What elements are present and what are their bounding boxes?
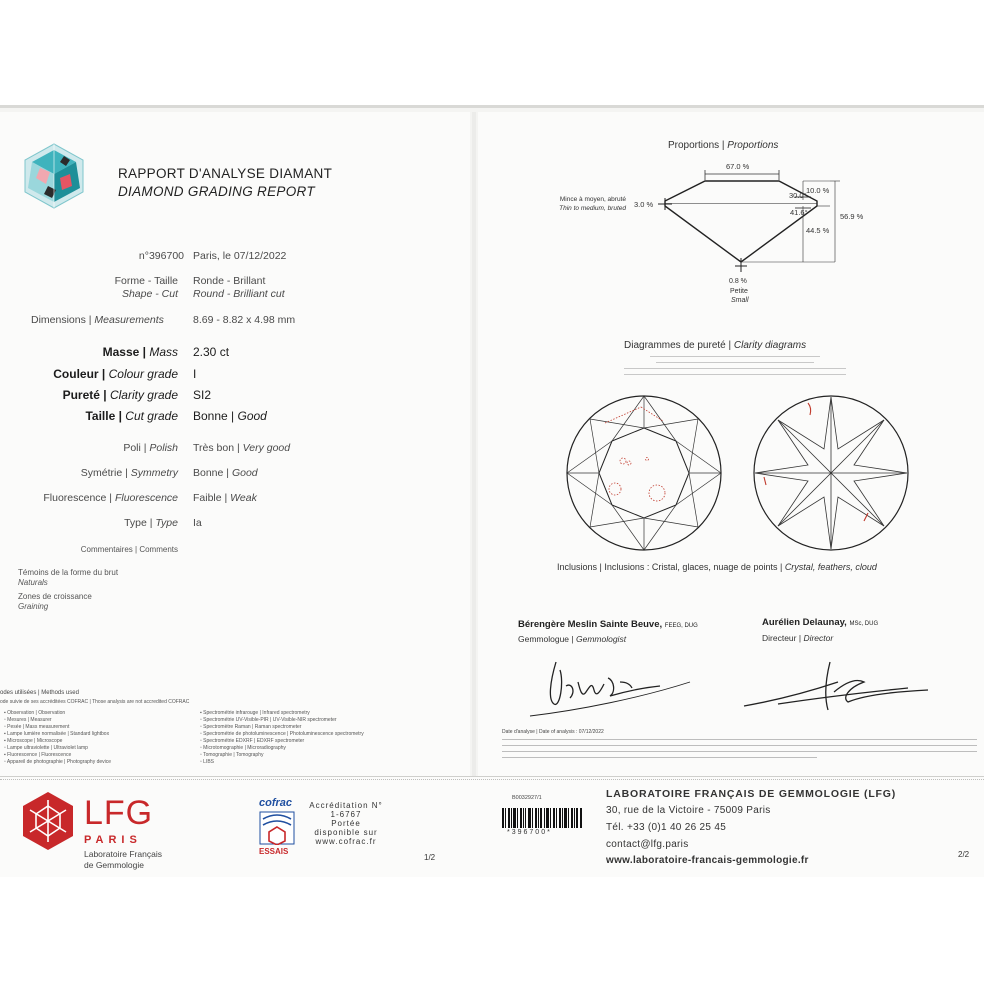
- clarity-label: [63, 388, 178, 402]
- clarity-label-en: Clarity grade: [109, 388, 178, 402]
- methods-heading: odes utilisées | Methods used: [0, 690, 79, 696]
- fluorescence-value-en: Weak: [230, 492, 257, 504]
- cut-label-en: Cut grade: [125, 409, 178, 423]
- fluorescence-value-fr: Faible |: [193, 492, 228, 504]
- proportions-title-fr: Proportions |: [668, 140, 725, 151]
- method-item: ▫ Spectrométrie de photoluminescence | Photoluminescence spectrometry: [200, 731, 364, 737]
- type-label-fr: Type |: [124, 517, 153, 529]
- lab-email[interactable]: contact@lfg.paris: [606, 839, 689, 850]
- signatory-right-role-en: Director: [803, 633, 834, 643]
- signature-left-image: [520, 652, 700, 722]
- proportions-title-en: Proportions: [727, 140, 779, 151]
- method-item: ▫ Spectrométrie EDXRF | EDXRF spectrometer: [200, 738, 305, 744]
- method-item: ▪ Microscope | Microscope: [4, 738, 63, 744]
- polish-value-en: Very good: [242, 442, 291, 454]
- barcode-number: *396700*: [507, 829, 552, 836]
- lab-name: LABORATOIRE FRANÇAIS DE GEMMOLOGIE (LFG): [606, 788, 897, 800]
- pavilion-depth: 44.5 %: [806, 226, 830, 235]
- lfg-logo-letters: LFG: [84, 794, 154, 832]
- report-title-en: DIAMOND GRADING REPORT: [118, 184, 315, 199]
- footer-divider: [0, 779, 984, 781]
- comment-1-en: Naturals: [18, 578, 48, 587]
- polish-label-en: Polish: [149, 442, 178, 454]
- method-item: ▫ Spectromètre Raman | Raman spectrometer: [200, 724, 302, 730]
- method-item: ▫ LIBS: [200, 759, 215, 765]
- signatory-right-suffix: MSc, DUG: [849, 621, 879, 627]
- signature-right-image: [738, 652, 938, 722]
- clarity-diagrams-title-fr: Diagrammes de pureté |: [624, 340, 732, 351]
- signatory-right-role: [762, 633, 833, 643]
- cofrac-accr-line: disponible sur: [314, 828, 378, 837]
- girdle-desc-fr: Mince à moyen, abruté: [559, 196, 626, 203]
- cofrac-accr-number: 1-6767: [330, 810, 362, 819]
- method-item: ▫ Pesée | Mass measurement: [4, 724, 70, 730]
- symmetry-label-fr: Symétrie |: [80, 467, 128, 479]
- comment-2-en: Graining: [18, 602, 49, 611]
- type-label-en: Type: [155, 517, 178, 529]
- shape-value-fr: Ronde - Brillant: [193, 275, 266, 287]
- pavilion-angle: 41.6°: [790, 208, 808, 217]
- clarity-legend-fineprint: [620, 354, 850, 376]
- lfg-logo-line1: Laboratoire Français: [84, 849, 162, 859]
- method-item: ▪ Fluorescence | Fluorescence: [4, 752, 72, 758]
- dimensions-label-fr: Dimensions |: [31, 314, 92, 326]
- report-place-date: Paris, le 07/12/2022: [193, 250, 287, 262]
- total-depth: 56.9 %: [840, 212, 864, 221]
- method-item: ▫ Appareil de photographie | Photography device: [4, 759, 112, 765]
- girdle-percent: 3.0 %: [634, 200, 654, 209]
- symmetry-label-en: Symmetry: [130, 467, 178, 479]
- barcode-image: [502, 808, 582, 828]
- cut-value-fr: Bonne |: [193, 409, 235, 423]
- colour-label-en: Colour grade: [108, 367, 178, 381]
- inclusions-en: Crystal, feathers, cloud: [784, 562, 877, 572]
- legal-fineprint: [502, 737, 977, 761]
- table-percent: 67.0 %: [726, 162, 750, 171]
- inclusions-line: [557, 562, 877, 572]
- culet-percent: 0.8 %: [729, 278, 747, 285]
- mass-label: [103, 345, 178, 359]
- type-value: Ia: [193, 517, 202, 529]
- polish-value: [193, 442, 290, 454]
- cofrac-logo-word: cofrac: [259, 797, 293, 809]
- method-item: ▫ Mesures | Measurer: [4, 717, 52, 723]
- signatory-left-role: [518, 634, 626, 644]
- signatory-left-name-text: Bérengère Meslin Sainte Beuve,: [518, 619, 663, 630]
- cut-label-fr: Taille |: [85, 409, 122, 423]
- shape-label-en: Shape - Cut: [121, 288, 178, 300]
- report-number: n°396700: [138, 250, 184, 262]
- clarity-pavilion-diagram: [750, 393, 912, 553]
- page-fold: [472, 112, 476, 776]
- inclusions-fr: Inclusions | Inclusions : Cristal, glaces, nuage de points |: [557, 562, 783, 572]
- culet-en: Small: [731, 297, 749, 304]
- polish-label: [123, 442, 178, 454]
- comment-1-fr: Témoins de la forme du brut: [18, 568, 119, 577]
- cofrac-essais: ESSAIS: [259, 847, 289, 856]
- lfg-logo-line2: de Gemmologie: [84, 860, 145, 870]
- methods-note: ode suivie de ses accréditées COFRAC | Those analysis are not accredited COFRAC: [0, 699, 190, 705]
- cofrac-accr-line: Accréditation N°: [309, 801, 383, 810]
- signatory-right-name: [762, 617, 878, 628]
- cofrac-accreditation: [303, 801, 389, 846]
- cofrac-logo-icon: [259, 811, 295, 845]
- signatory-left-role-fr: Gemmologue |: [518, 634, 574, 644]
- crown-angle: 30.0°: [789, 191, 807, 200]
- method-item: ▫ Spectrométrie UV-Visible-PIR | UV-Visible-NIR spectrometer: [200, 717, 337, 723]
- lab-address: 30, rue de la Victoire - 75009 Paris: [606, 805, 771, 816]
- method-item: ▪ Lampe lumière normalisée | Standard lightbox: [4, 731, 110, 737]
- fluorescence-value: [193, 492, 257, 504]
- signatory-left-role-en: Gemmologist: [575, 634, 627, 644]
- polish-value-fr: Très bon |: [193, 442, 240, 454]
- fluorescence-label-fr: Fluorescence |: [43, 492, 113, 504]
- culet-fr: Petite: [730, 288, 748, 295]
- symmetry-value-en: Good: [231, 467, 258, 479]
- clarity-label-fr: Pureté |: [62, 388, 107, 402]
- method-item: ▫ Microtomographie | Microradiography: [200, 745, 286, 751]
- page-number-1: 1/2: [424, 853, 436, 862]
- symmetry-value: [193, 467, 258, 479]
- fluorescence-label-en: Fluorescence: [114, 492, 178, 504]
- cofrac-accr-line: Portée: [331, 819, 361, 828]
- methods-left-column: [4, 710, 111, 766]
- comment-2-fr: Zones de croissance: [18, 592, 92, 601]
- mass-label-fr: Masse |: [102, 345, 146, 359]
- colour-label: [53, 367, 178, 381]
- type-label: [124, 517, 178, 529]
- clarity-crown-diagram: [563, 393, 725, 553]
- girdle-desc-en: Thin to medium, bruted: [559, 205, 626, 212]
- dimensions-label: [31, 314, 164, 326]
- shape-value-en: Round - Brilliant cut: [193, 288, 285, 300]
- polish-label-fr: Poli |: [123, 442, 147, 454]
- colour-value: I: [193, 367, 197, 381]
- mass-label-en: Mass: [149, 345, 178, 359]
- report-title-fr: RAPPORT D'ANALYSE DIAMANT: [118, 166, 333, 181]
- lfg-logo-paris: PARIS: [84, 834, 142, 846]
- method-item: ▫ Lampe ultraviolette | Ultraviolet lamp: [4, 745, 88, 751]
- crown-height: 10.0 %: [806, 186, 830, 195]
- mass-value: 2.30 ct: [193, 345, 230, 359]
- shape-label-fr: Forme - Taille: [114, 275, 178, 287]
- method-item: ▪ Observation | Observation: [4, 710, 66, 716]
- method-item: ▪ Spectrométrie infrarouge | Infrared spectrometry: [200, 710, 310, 716]
- colour-label-fr: Couleur |: [53, 367, 106, 381]
- methods-list: [0, 710, 460, 770]
- cut-label: [85, 409, 178, 423]
- lab-website[interactable]: www.laboratoire-francais-gemmologie.fr: [606, 855, 809, 866]
- analysis-date: Date d'analyse | Date of analysis : 07/12/2022: [502, 729, 604, 735]
- lab-phone: Tél. +33 (0)1 40 26 25 45: [606, 822, 727, 833]
- symmetry-value-fr: Bonne |: [193, 467, 230, 479]
- signatory-right-role-fr: Directeur |: [762, 633, 802, 643]
- dimensions-value: 8.69 - 8.82 x 4.98 mm: [193, 314, 296, 326]
- cofrac-website: www.cofrac.fr: [315, 837, 377, 846]
- clarity-diagrams-title: [624, 340, 806, 351]
- methods-right-column: [200, 710, 364, 766]
- signatory-left-suffix: FEEG, DUG: [664, 623, 698, 629]
- cut-value: [193, 409, 267, 423]
- clarity-value: SI2: [193, 388, 212, 402]
- cut-value-en: Good: [237, 409, 267, 423]
- symmetry-label: [81, 467, 178, 479]
- page-number-2: 2/2: [958, 850, 970, 859]
- lfg-crystal-logo-icon: [20, 142, 88, 215]
- barcode-reference: B0032927/1: [512, 795, 542, 801]
- method-item: ▫ Tomographie | Tomography: [200, 752, 264, 758]
- lfg-logo-icon: [20, 790, 76, 852]
- dimensions-label-en: Measurements: [94, 314, 164, 326]
- clarity-diagrams-title-en: Clarity diagrams: [733, 340, 807, 351]
- comments-heading: Commentaires | Comments: [80, 545, 178, 554]
- clarity-crown-inclusions: [605, 407, 665, 501]
- signatory-left-name: [518, 619, 698, 630]
- fluorescence-label: [43, 492, 178, 504]
- signatory-right-name-text: Aurélien Delaunay,: [762, 617, 847, 628]
